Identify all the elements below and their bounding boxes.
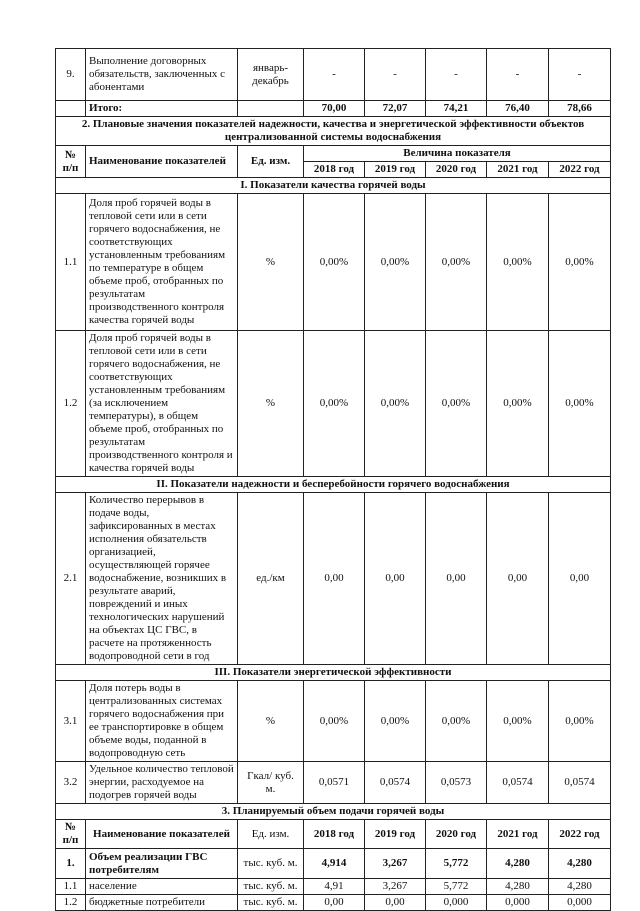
row-value: 4,280 (487, 849, 549, 879)
total-value: 70,00 (304, 101, 365, 117)
row-value: - (549, 49, 611, 101)
row-3-1 (56, 681, 611, 762)
total-value: 78,66 (549, 101, 611, 117)
row-value: - (304, 49, 365, 101)
row-num: 2.1 (56, 493, 86, 665)
row-unit: ед./км (238, 493, 304, 665)
row-name: Доля проб горячей воды в тепловой сети или в сети горячего водоснабжения, не соответствующих установленным требованиям по температуре в общем объеме проб, отобранных по результатам производственного контроля качества горячей воды (86, 194, 238, 331)
row-value: 0,00% (426, 194, 487, 331)
row-unit: % (238, 331, 304, 477)
col-name-header: Наименование показателей (86, 146, 238, 178)
total-num (56, 101, 86, 117)
volume-row-1-1 (56, 879, 611, 895)
row-value: 0,00% (426, 331, 487, 477)
row-value: 0,00 (487, 493, 549, 665)
row-value: 0,00% (304, 194, 365, 331)
row-value: 0,00% (304, 681, 365, 762)
section-2-header-row (56, 146, 611, 162)
row-name: Доля проб горячей воды в тепловой сети или в сети горячего водоснабжения, не соответствующих установленным требованиям (за исключением температуры), в общем объеме проб, отобранных по результатам производственного контроля и качества горячей воды (86, 331, 238, 477)
row-num: 1.1 (56, 194, 86, 331)
col-num-header: № п/п (56, 146, 86, 178)
total-value: 74,21 (426, 101, 487, 117)
year-header: 2021 год (487, 162, 549, 178)
row-value: 0,0574 (487, 762, 549, 804)
total-label: Итого: (86, 101, 238, 117)
row-value: 0,00 (365, 493, 426, 665)
row-value: 0,00 (304, 493, 365, 665)
row-value: 0,00% (304, 331, 365, 477)
row-unit: тыс. куб. м. (238, 879, 304, 895)
row-1-1 (56, 194, 611, 331)
col-name-header: Наименование показателей (86, 820, 238, 849)
group-1-row (56, 178, 611, 194)
year-header: 2020 год (426, 820, 487, 849)
volume-row-1-2 (56, 895, 611, 911)
row-1-2 (56, 331, 611, 477)
total-row (56, 101, 611, 117)
row-unit: % (238, 194, 304, 331)
row-value: 4,914 (304, 849, 365, 879)
row-value: 0,00% (365, 681, 426, 762)
row-unit: тыс. куб. м. (238, 849, 304, 879)
row-3-2 (56, 762, 611, 804)
row-num: 3.2 (56, 762, 86, 804)
row-name: Объем реализации ГВС потребителям (86, 849, 238, 879)
row-value: - (487, 49, 549, 101)
row-value: 4,280 (549, 849, 611, 879)
row-value: 0,0574 (365, 762, 426, 804)
year-header: 2020 год (426, 162, 487, 178)
row-value: 0,00% (426, 681, 487, 762)
total-value: 76,40 (487, 101, 549, 117)
row-value: 4,280 (487, 879, 549, 895)
row-9 (56, 49, 611, 101)
year-header: 2019 год (365, 820, 426, 849)
row-value: 0,00 (549, 493, 611, 665)
row-unit: тыс. куб. м. (238, 895, 304, 911)
row-value: 0,00% (549, 194, 611, 331)
total-unit (238, 101, 304, 117)
group-3-title: III. Показатели энергетической эффективности (56, 665, 611, 681)
group-2-row (56, 477, 611, 493)
row-unit: январь-декабрь (238, 49, 304, 101)
row-num: 1.2 (56, 331, 86, 477)
row-value: 0,000 (487, 895, 549, 911)
row-value: 4,91 (304, 879, 365, 895)
col-unit-header: Ед. изм. (238, 146, 304, 178)
total-value: 72,07 (365, 101, 426, 117)
row-num: 1. (56, 849, 86, 879)
col-num-header: № п/п (56, 820, 86, 849)
year-header: 2021 год (487, 820, 549, 849)
section-2-title: 2. Плановые значения показателей надежности, качества и энергетической эффективности объектов централизованной системы водоснабжения (56, 117, 611, 146)
year-header: 2018 год (304, 820, 365, 849)
row-2-1 (56, 493, 611, 665)
row-num: 9. (56, 49, 86, 101)
row-name: бюджетные потребители (86, 895, 238, 911)
row-value: 5,772 (426, 879, 487, 895)
row-name: Выполнение договорных обязательств, заключенных с абонентами (86, 49, 238, 101)
row-value: 0,00 (426, 493, 487, 665)
row-value: 0,000 (549, 895, 611, 911)
row-value: 0,00% (549, 331, 611, 477)
row-value: 0,00% (487, 331, 549, 477)
row-value: 0,00% (365, 194, 426, 331)
row-num: 1.2 (56, 895, 86, 911)
year-header: 2019 год (365, 162, 426, 178)
row-value: 0,0574 (549, 762, 611, 804)
row-value: 0,00% (549, 681, 611, 762)
row-value: - (365, 49, 426, 101)
row-name: Доля потерь воды в централизованных системах горячего водоснабжения при ее транспортировке в общем объеме воды, поданной в водопроводную сеть (86, 681, 238, 762)
year-header: 2022 год (549, 162, 611, 178)
row-value: 4,280 (549, 879, 611, 895)
row-value: 0,00% (365, 331, 426, 477)
year-header: 2018 год (304, 162, 365, 178)
row-num: 1.1 (56, 879, 86, 895)
row-value: 0,0571 (304, 762, 365, 804)
section-3-title: 3. Планируемый объем подачи горячей воды (56, 804, 611, 820)
section-2-title-row (56, 117, 611, 146)
col-values-header: Величина показателя (304, 146, 611, 162)
section-3-title-row (56, 804, 611, 820)
indicators-table (55, 48, 611, 911)
row-value: 0,0573 (426, 762, 487, 804)
group-3-row (56, 665, 611, 681)
row-value: 0,00 (304, 895, 365, 911)
group-2-title: II. Показатели надежности и бесперебойности горячего водоснабжения (56, 477, 611, 493)
row-value: 0,000 (426, 895, 487, 911)
row-value: - (426, 49, 487, 101)
volume-row-1 (56, 849, 611, 879)
row-name: Количество перерывов в подаче воды, зафиксированных в местах исполнения обязательств организацией, осуществляющей горячее водоснабжение, возникших в результате аварий, повреждений и иных технологических нарушений на объектах ЦС ГВС, в расчете на протяженность водопроводной сети в год (86, 493, 238, 665)
year-header: 2022 год (549, 820, 611, 849)
row-unit: Гкал/ куб. м. (238, 762, 304, 804)
row-unit: % (238, 681, 304, 762)
row-value: 0,00 (365, 895, 426, 911)
row-name: население (86, 879, 238, 895)
row-num: 3.1 (56, 681, 86, 762)
row-value: 3,267 (365, 849, 426, 879)
row-value: 0,00% (487, 194, 549, 331)
section-3-header-row (56, 820, 611, 849)
group-1-title: I. Показатели качества горячей воды (56, 178, 611, 194)
row-name: Удельное количество тепловой энергии, расходуемое на подогрев горячей воды (86, 762, 238, 804)
row-value: 5,772 (426, 849, 487, 879)
row-value: 3,267 (365, 879, 426, 895)
col-unit-header: Ед. изм. (238, 820, 304, 849)
row-value: 0,00% (487, 681, 549, 762)
